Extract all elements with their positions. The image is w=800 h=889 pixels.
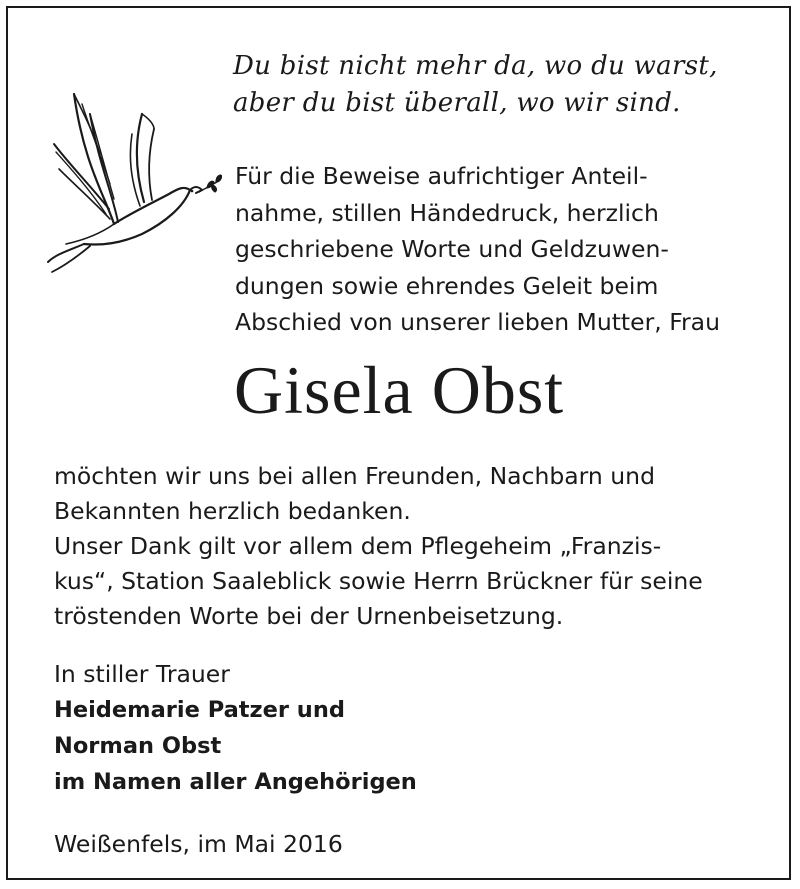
thanks-text xyxy=(54,459,794,634)
intro-line: Abschied von unserer lieben Mutter, Frau xyxy=(235,308,720,336)
signoff-intro: In stiller Trauer xyxy=(54,660,230,688)
thanks-line: möchten wir uns bei allen Freunden, Nachbarn und xyxy=(54,462,655,490)
intro-line: geschriebene Worte und Geldzuwen- xyxy=(235,235,669,263)
intro-line: nahme, stillen Händedruck, herzlich xyxy=(235,198,659,227)
intro-line: Für die Beweise aufrichtiger Anteil- xyxy=(235,162,648,190)
thanks-line: tröstenden Worte bei der Urnenbeisetzung. xyxy=(54,602,564,630)
dove-icon xyxy=(44,74,222,274)
motto-line: Du bist nicht mehr da, wo du warst, xyxy=(233,51,718,81)
mourner-name: Heidemarie Patzer und xyxy=(54,697,345,723)
deceased-name: Gisela Obst xyxy=(234,352,565,428)
thanks-line: Bekannten herzlich bedanken. xyxy=(54,497,411,525)
thanks-line: kus“, Station Saaleblick sowie Herrn Brückner für seine xyxy=(54,567,703,595)
motto-quote xyxy=(233,48,773,122)
thanks-line: Unser Dank gilt vor allem dem Pflegeheim „Franzis- xyxy=(54,532,662,560)
signoff xyxy=(54,656,654,800)
intro-text xyxy=(235,158,775,341)
obituary-card xyxy=(6,6,791,880)
mourner-name: Norman Obst xyxy=(54,733,222,759)
place-date: Weißenfels, im Mai 2016 xyxy=(54,830,343,858)
mourner-name: im Namen aller Angehörigen xyxy=(54,769,417,795)
intro-line: dungen sowie ehrendes Geleit beim xyxy=(235,271,659,300)
motto-line: aber du bist überall, wo wir sind. xyxy=(233,88,681,118)
